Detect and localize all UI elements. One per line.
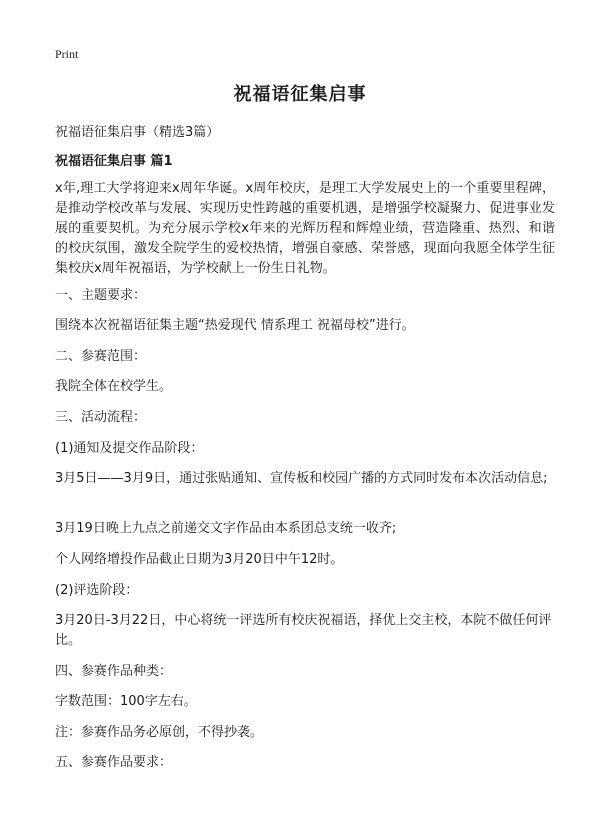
heading-process: 三、活动流程： (55, 410, 147, 425)
paragraph-originality-note: 注：参赛作品务必原创，不得抄袭。 (55, 725, 264, 740)
section-heading: 祝福语征集启事 篇1 (55, 154, 173, 169)
paragraph-process-stage1-b: 3月19日晚上九点之前递交文字作品由本系团总支统一收齐; (55, 521, 397, 536)
heading-theme: 一、主题要求： (55, 288, 147, 303)
paragraph-process-stage2: 3月20日-3月22日，中心将统一评选所有校庆祝福语，择优上交主校，本院不做任何评比。 (55, 613, 552, 648)
heading-process-stage2: (2)评选阶段： (55, 583, 139, 598)
heading-scope: 二、参赛范围： (55, 349, 147, 364)
document-title: 祝福语征集启事 (233, 84, 367, 105)
paragraph-theme: 围绕本次祝福语征集主题“热爱现代 情系理工 祝福母校”进行。 (55, 318, 415, 333)
print-label: Print (55, 47, 79, 61)
paragraph-process-stage1-c: 个人网络增投作品截止日期为3月20日中午12时。 (55, 552, 344, 567)
paragraph-word-count: 字数范围：100字左右。 (55, 694, 197, 709)
paragraph-scope: 我院全体在校学生。 (55, 379, 173, 394)
document-subtitle: 祝福语征集启事（精选3篇） (55, 125, 220, 140)
heading-process-stage1: (1)通知及提交作品阶段： (55, 441, 204, 456)
paragraph-process-stage1-a: 3月5日——3月9日，通过张贴通知、宣传板和校园广播的方式同时发布本次活动信息; (55, 471, 548, 486)
intro-paragraph: x年,理工大学将迎来x周年华诞。x周年校庆，是理工大学发展史上的一个重要里程碑，是推动学校改革与发展、实现历史性跨越的重要机遇，是增强学校凝聚力、促进事业发展的重要契机。为充分展示学校x年来的光辉历程和辉煌业绩，营造隆重、热烈、和谐的校庆氛围，激发全院学生的爱校热情，增强自豪感、荣誉感，现面向我愿全体学生征集校庆x周年祝福语，为学校献上一份生日礼物。 (55, 181, 555, 276)
heading-requirements: 五、参赛作品要求： (55, 755, 173, 770)
heading-categories: 四、参赛作品种类： (55, 664, 173, 679)
